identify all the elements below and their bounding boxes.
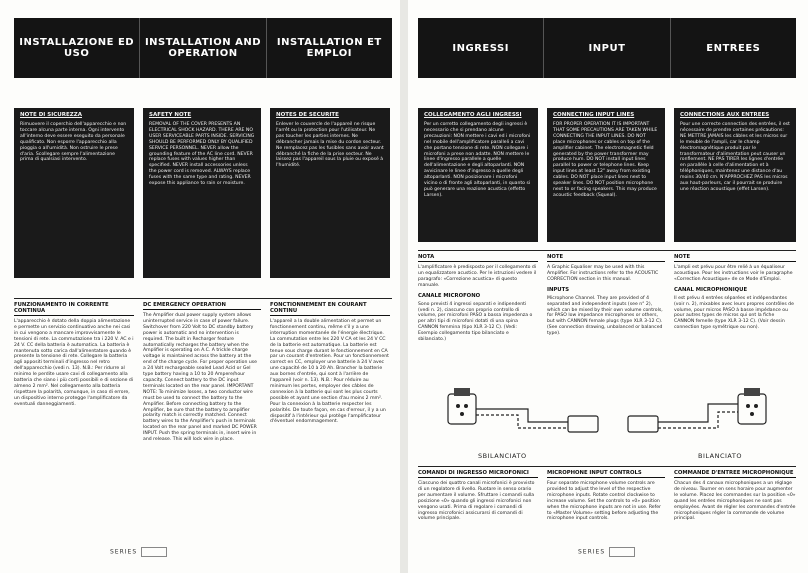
controls-title-fr: COMMANDE D'ENTREE MICROPHONIQUE — [674, 470, 796, 478]
mic-title-it: CANALE MICROFONO — [418, 292, 481, 299]
safety-block-it — [14, 108, 134, 278]
right-footer-text: SERIES — [578, 548, 606, 556]
series-logo-icon — [141, 547, 167, 557]
safety-fr — [270, 108, 390, 278]
power-text-en: The Amplifier dual power supply system allows uninterrupted service in case of power failure. Switchover from 220 Volt to DC standby battery power is automatic and no intervention is required. The built in Recharger feature automatically recharges the battery when the Amplifier is operating on A.C. A trickle charge voltage is maintained across the battery at the end of the charge cycle. For proper operation use a 24 Volt rechargeable sealed Lead Acid or Gel type battery having a 10 to 20 Ampere/hour capacity. Connect battery to the DC input terminals located on the rear panel. IMPORTANT NOTE: To minimize losses, a two conductor wire must be used to connect the battery to the Amplifier. Before connecting battery to the Amplifier, be sure that the battery to amplifier polarity match is correctly matched. Connect battery wires to the Amplifier's push in terminals located on the rear panel and marked DC POWER INPUT. Push the spring terminals in, insert wire in and release. This will lock wire in place. — [143, 313, 257, 443]
conn-block-it — [418, 108, 538, 242]
conn-block-fr — [674, 108, 796, 242]
power-title-fr: FONCTIONNEMENT EN COURANT CONTINU — [270, 302, 390, 316]
conn-en — [547, 108, 665, 242]
header-entrees: ENTREES — [706, 42, 761, 54]
note-text-en: A Graphic Equaliser may be used with this Amplifier. For instructions refer to the ACOUSTIC CORRECTION section in this manual. — [547, 265, 659, 282]
right-page — [408, 0, 808, 573]
note-title-fr: NOTE — [674, 254, 796, 262]
note-text-fr: L'ampli est prévu pour être relié à un équaliseur acoustique. Pour les instructions voir le paragraphe «Correction Acoustique» de ce Mode d'Emploi. — [674, 265, 793, 282]
safety-title-en: SAFETY NOTE — [149, 112, 192, 118]
power-text-it: L'apparecchio è dotato della doppia alimentazione e permette un servizio continuativo anche nei casi in cui vengono a mancare improvvisamente le tensioni di rete. La commutazione tra i 220 V. AC e i 24 V. CC della batteria è automatica. La batteria è mantenuta sotto carica dall'alimentatore quando è presente la tensione di rete. Collegare la batteria agli appositi terminali d'ingresso nel retro dell'apparecchio (vedi n. 13). N.B.: Per ridurre al minimo le perdite usare cavi di collegamento alla batteria che siano i più corti possibili e di sezione di almeno 2 mm². Nel collegamento alla batteria rispettare la polarità, comunque, in caso di errore, un dispositivo interno protegge l'amplificatore da eventuali danneggiamenti. — [14, 319, 134, 407]
left-footer-text: SERIES — [110, 548, 138, 556]
conn-text-en: FOR PROPER OPERATION IT IS IMPORTANT THAT SOME PRECAUTIONS ARE TAKEN WHILE CONNECTING THE INPUT LINES. DO NOT place microphones or cables on top of the amplifier cabinet. The electromagnetic field generated by the power transformer may produce hum. DO NOT install input lines parallel to power or telephone lines. Keep input lines at least 12" away from existing cables. DO NOT place input lines next to speaker lines. DO NOT position microphone next to or facing speakers. This may produce acoustic feedback (Squeal). — [553, 122, 658, 198]
right-footer — [578, 547, 635, 557]
header-fr: INSTALLATION ET EMPLOI — [276, 37, 382, 59]
left-page — [0, 0, 400, 573]
section-rule — [14, 298, 392, 299]
note-title-en: NOTE — [547, 254, 665, 262]
mic-text-it: Sono previsti 4 ingressi separati e indipendenti (vedi n. 2), ciascuno con proprio controllo di volume, per microfoni PASO a bassa impedenza o per altri tipi di microfoni dotati di una spina CANNON femmina (tipo XLR 3-12 C). (Vedi: Esempio collegamento tipo bilanciato e sbilanciato.) — [418, 301, 533, 343]
controls-text-it: Ciascuno dei quattro canali microfonici è provvisto di un regolatore di livello. Ruotare in senso orario per aumentare il volume. Sfruttare i comandi sulla posizione «0» quando gli ingressi microfonici non vengono usati. Prima di regolare i comandi di ingresso microfonici assicurarsi di comandi di volume principale. — [418, 481, 535, 522]
conn-title-fr: CONNECTIONS AUX ENTREES — [680, 112, 770, 118]
note-title-it: NOTA — [418, 254, 538, 262]
power-it — [14, 302, 134, 408]
label-balanced: BILANCIATO — [698, 452, 742, 460]
safety-en — [143, 108, 261, 278]
header-en: INSTALLATION AND OPERATION — [140, 18, 266, 78]
power-title-en: DC EMERGENCY OPERATION — [143, 302, 261, 310]
safety-it — [14, 108, 134, 278]
controls-text-en: Four separate microphone volume controls are provided to adjust the level of the respective microphone inputs. Rotate control clockwise to increase volume. Set the controls to «0» position when the microphone inputs are not in use. Refer to «Master Volume» setting before adjusting the microphone input controls. — [547, 481, 661, 522]
safety-text-en: REMOVAL OF THE COVER PRESENTS AN ELECTRICAL SHOCK HAZARD. THERE ARE NO USER SERVICEABLE PARTS INSIDE. SERVICING SHOULD BE PERFORMED ONLY BY QUALIFIED SERVICE PERSONNEL. NEVER allow the grounding feature of the AC line cord. NEVER replace fuses with values higher than specified. NEVER install accessories unless the power cord is removed. ALWAYS replace fuses with the same type and rating. NEVER expose this appliance to rain or moisture. — [149, 122, 255, 187]
left-footer — [110, 547, 167, 557]
safety-text-it: Rimuovere il coperchio dell'apparecchio e non toccare alcuna parte interna. Ogni intervento all'interno deve essere eseguito da personale qualificato. Non esporre l'apparecchio alla pioggia o all'umidità. Non ostruire le prese d'aria. Scollegare sempre l'alimentazione prima di qualsiasi intervento. — [20, 122, 127, 163]
mic-title-en: INPUTS — [547, 286, 570, 293]
conn-text-it: Per un corretto collegamento degli ingressi è necessario che si prendano alcune precauzioni: NON mettere i cavi ed i microfoni nel mobile dell'amplificatore paralleli a cavi che portano tensione di rete. NON collegare i microfoni a prese non adatte. NON mettere le linee d'ingresso parallele a quelle dell'alimentazione e degli altoparlanti. NON avvicinare le linee d'ingresso a quelle degli altoparlanti. NON posizionare i microfoni vicino o di fronte agli altoparlanti, in quanto si può generare una reazione acustica (effetto Larsen). — [424, 122, 531, 198]
header-input: INPUT — [544, 18, 670, 78]
controls-title-en: MICROPHONE INPUT CONTROLS — [547, 470, 665, 478]
safety-text-fr: Enlever le couvercle de l'appareil ne risque l'arrêt ou la protection pour l'utilisateur. Ne pas toucher les parties internes. Ne débrancher jamais la mise du cordon secteur. Ne remplacez pas les fusibles sans avoir avant débranché la fiche de la prise secteur. Ne laissez pas l'appareil sous la pluie ou exposé à l'humidité. — [276, 122, 384, 169]
right-header-bar — [418, 18, 796, 78]
left-header-bar — [14, 18, 392, 78]
page-gutter — [400, 0, 408, 573]
safety-block-en — [143, 108, 261, 278]
power-fr — [270, 302, 390, 425]
balanced-connector-drawing — [628, 388, 766, 432]
label-unbalanced: SBILANCIATO — [478, 452, 527, 460]
power-title-it: FUNZIONAMENTO IN CORRENTE CONTINUA — [14, 302, 134, 316]
mic-en — [547, 254, 665, 337]
controls-rule — [418, 466, 796, 467]
conn-fr — [674, 108, 796, 242]
safety-title-fr: NOTES DE SECURITE — [276, 112, 339, 118]
safety-block-fr — [270, 108, 390, 278]
conn-title-it: COLLEGAMENTO AGLI INGRESSI — [424, 112, 522, 118]
mic-text-fr: Il est prévu 4 entrées séparées et indépendantes (voir n. 2), mixables avec leurs propres contrôles de volume, pour micros PASO à basse impédance ou pour autres types de micros qui ont la fiche CANNON femelle (type XLR 3-12 C). (Voir dessin connection type symétrique ou non). — [674, 295, 794, 331]
notes-rule — [418, 250, 796, 251]
mic-fr — [674, 254, 796, 331]
mic-title-fr: CANAL MICROPHONIQUE — [674, 286, 748, 293]
conn-it — [418, 108, 538, 242]
controls-en — [547, 470, 665, 522]
header-ingressi: INGRESSI — [418, 18, 544, 78]
conn-title-en: CONNECTING INPUT LINES — [553, 112, 635, 118]
controls-it — [418, 470, 538, 522]
conn-text-fr: Pour une correcte connection des entrées, il est nécessaire de prendre certaines précautions: NE METTRE JAMAIS les câbles et les micros sur le meuble de l'ampli, car le champ électromagnétique produit par le transformateur d'alimentation peut causer un ronflement. NE PAS TIRER les lignes d'entrée en parallèle à celle d'alimentation et à téléphoniques, maintenez une distance d'au moins 30/40 cm. N'APPROCHEZ PAS les micros aux haut-parleurs, car il pourrait se produire une réaction acoustique (effet Larsen). — [680, 122, 790, 192]
unbalanced-connector-drawing — [448, 388, 598, 432]
controls-title-it: COMANDI DI INGRESSO MICROFONICI — [418, 470, 538, 478]
connector-diagram — [418, 382, 796, 452]
controls-text-fr: Chacun des 4 canaux microphoniques a un réglage de niveau. Tourner en sens horaire pour augmenter le volume. Placez les commandes sur la position «0» quand les entrées microphoniques ne sont pas employées. Avant de régler les commandes d'entrée microphoniques régler la commande de volume principal. — [674, 481, 796, 522]
header-it: INSTALLAZIONE ED USO — [14, 18, 140, 78]
conn-block-en — [547, 108, 665, 242]
mic-it — [418, 254, 538, 343]
mic-text-en: Microphone Channel. They are provided of 4 separated and independent inputs (see n° 2), which can be mixed by their own volume controls, for PASO low impedance microphones or others, but with CANNON female plugs (type XLR 3-12 C). (See connection drawing, unbalanced or balanced type). — [547, 295, 663, 337]
note-text-it: L'amplificatore è predisposto per il collegamento di un equalizzatore acustico. Per le istruzioni vedere il paragrafo: «Correzione acustica» di questo manuale. — [418, 265, 537, 288]
controls-fr — [674, 470, 796, 522]
series-logo-icon — [609, 547, 635, 557]
safety-title-it: NOTE DI SICUREZZA — [20, 112, 82, 118]
power-en — [143, 302, 261, 443]
power-text-fr: L'appareil a la double alimentation et permet un fonctionnement continu, même s'il y a une interruption momentanée de l'énergie électrique. La commutation entre les 220 V CA et les 24 V CC de la batterie est automatique. La batterie est tenue sous charge durant le fonctionnement en CA par un courant d'entretien. Pour un fonctionnement correct en CC, employer une batterie à 24 V avec une capacité de 10 à 20 Ah. Brancher la batterie aux bornes d'entrée, qui sont à l'arrière de l'appareil (voir n. 13). N.B.: Pour réduire au minimum les pertes, employer des câbles de connexion à la batterie qui sont les plus courts possible et ayant une section d'au moins 2 mm². Pour la connexion à la batterie respecter les polarités. De toute façon, en cas d'erreur, il y a un dispositif à l'intérieur qui protège l'amplificateur d'éventuel endommagement. — [270, 319, 389, 425]
